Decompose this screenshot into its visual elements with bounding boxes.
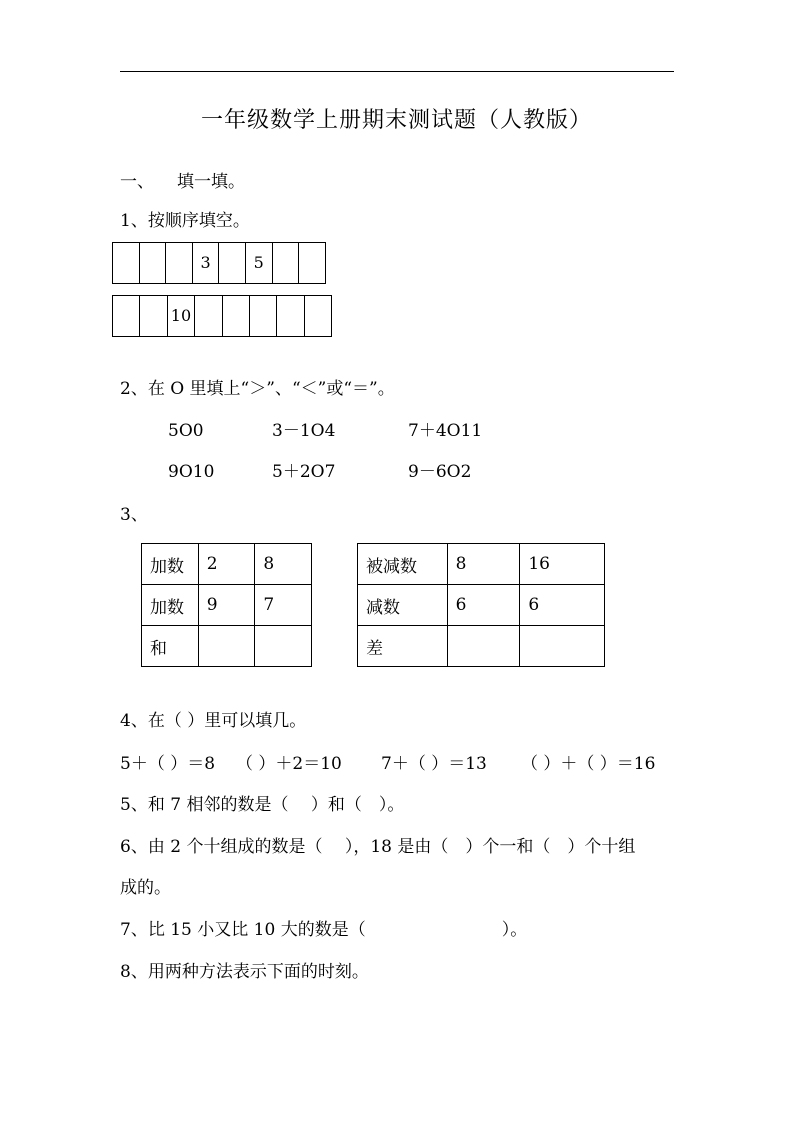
question-8: 8、用两种方法表示下面的时刻。 — [120, 962, 369, 982]
table-row — [358, 626, 605, 667]
question-6-line-2: 成的。 — [120, 878, 171, 898]
comparison-item: 7＋4O11 — [408, 421, 483, 441]
answer-cell[interactable] — [520, 626, 605, 667]
answer-cell[interactable] — [198, 626, 255, 667]
sequence-row-2 — [112, 295, 332, 337]
table-cell: 加数 — [142, 544, 199, 585]
sequence-cell[interactable] — [250, 296, 277, 336]
comparison-item: 5O0 — [168, 421, 204, 441]
table-row — [142, 626, 312, 667]
table-row — [358, 544, 605, 585]
table-cell: 2 — [198, 544, 255, 585]
fill-blank-item: 7＋（ ）＝13 — [381, 754, 487, 774]
table-cell: 被减数 — [358, 544, 448, 585]
sequence-cell[interactable] — [299, 243, 326, 283]
table-cell: 加数 — [142, 585, 199, 626]
fill-blank-item: （ ）＋（ ）＝16 — [521, 754, 656, 774]
question-6-line-1: 6、由 2 个十组成的数是（ ），18 是由（ ）个一和（ ）个十组 — [120, 837, 636, 857]
table-row — [142, 544, 312, 585]
table-cell: 减数 — [358, 585, 448, 626]
table-cell: 6 — [520, 585, 605, 626]
section-heading: 填一填。 — [177, 172, 245, 192]
table-cell: 8 — [447, 544, 520, 585]
table-cell: 8 — [255, 544, 312, 585]
comparison-item: 5＋2O7 — [272, 462, 336, 482]
table-cell: 和 — [142, 626, 199, 667]
sequence-cell[interactable] — [277, 296, 304, 336]
question-4-label: 4、在（ ）里可以填几。 — [120, 711, 307, 731]
sequence-cell[interactable] — [305, 296, 332, 336]
sequence-cell: 10 — [168, 296, 195, 336]
table-cell: 16 — [520, 544, 605, 585]
addition-table — [141, 543, 312, 667]
sequence-cell[interactable] — [195, 296, 222, 336]
sequence-cell[interactable] — [113, 243, 140, 283]
fill-blank-item: 5＋（ ）＝8 — [120, 754, 216, 774]
page-title: 一年级数学上册期末测试题（人教版） — [200, 108, 592, 133]
header-rule — [120, 71, 674, 72]
sequence-cell[interactable] — [140, 243, 167, 283]
comparison-item: 9O10 — [168, 462, 215, 482]
question-3-label: 3、 — [120, 505, 148, 525]
table-cell: 7 — [255, 585, 312, 626]
table-cell: 6 — [447, 585, 520, 626]
section-number: 一、 — [120, 172, 154, 192]
table-row — [358, 585, 605, 626]
sequence-cell[interactable] — [140, 296, 167, 336]
sequence-cell[interactable] — [273, 243, 300, 283]
sequence-cell[interactable] — [223, 296, 250, 336]
table-row — [142, 585, 312, 626]
question-5: 5、和 7 相邻的数是（ ）和（ ）。 — [120, 795, 405, 815]
sequence-cell: 3 — [193, 243, 220, 283]
subtraction-table — [357, 543, 605, 667]
table-cell: 差 — [358, 626, 448, 667]
question-1-label: 1、按顺序填空。 — [120, 211, 250, 231]
sequence-cell[interactable] — [166, 243, 193, 283]
sequence-cell[interactable] — [113, 296, 140, 336]
fill-blank-item: （ ）＋2＝10 — [236, 754, 342, 774]
question-2-label: 2、在 O 里填上“＞”、“＜”或“＝”。 — [120, 379, 395, 399]
answer-cell[interactable] — [447, 626, 520, 667]
comparison-item: 9－6O2 — [408, 462, 472, 482]
sequence-cell: 5 — [246, 243, 273, 283]
question-7: 7、比 15 小又比 10 大的数是（ ）。 — [120, 920, 528, 940]
answer-cell[interactable] — [255, 626, 312, 667]
table-cell: 9 — [198, 585, 255, 626]
sequence-cell[interactable] — [219, 243, 246, 283]
comparison-item: 3－1O4 — [272, 421, 336, 441]
sequence-row-1 — [112, 242, 326, 284]
